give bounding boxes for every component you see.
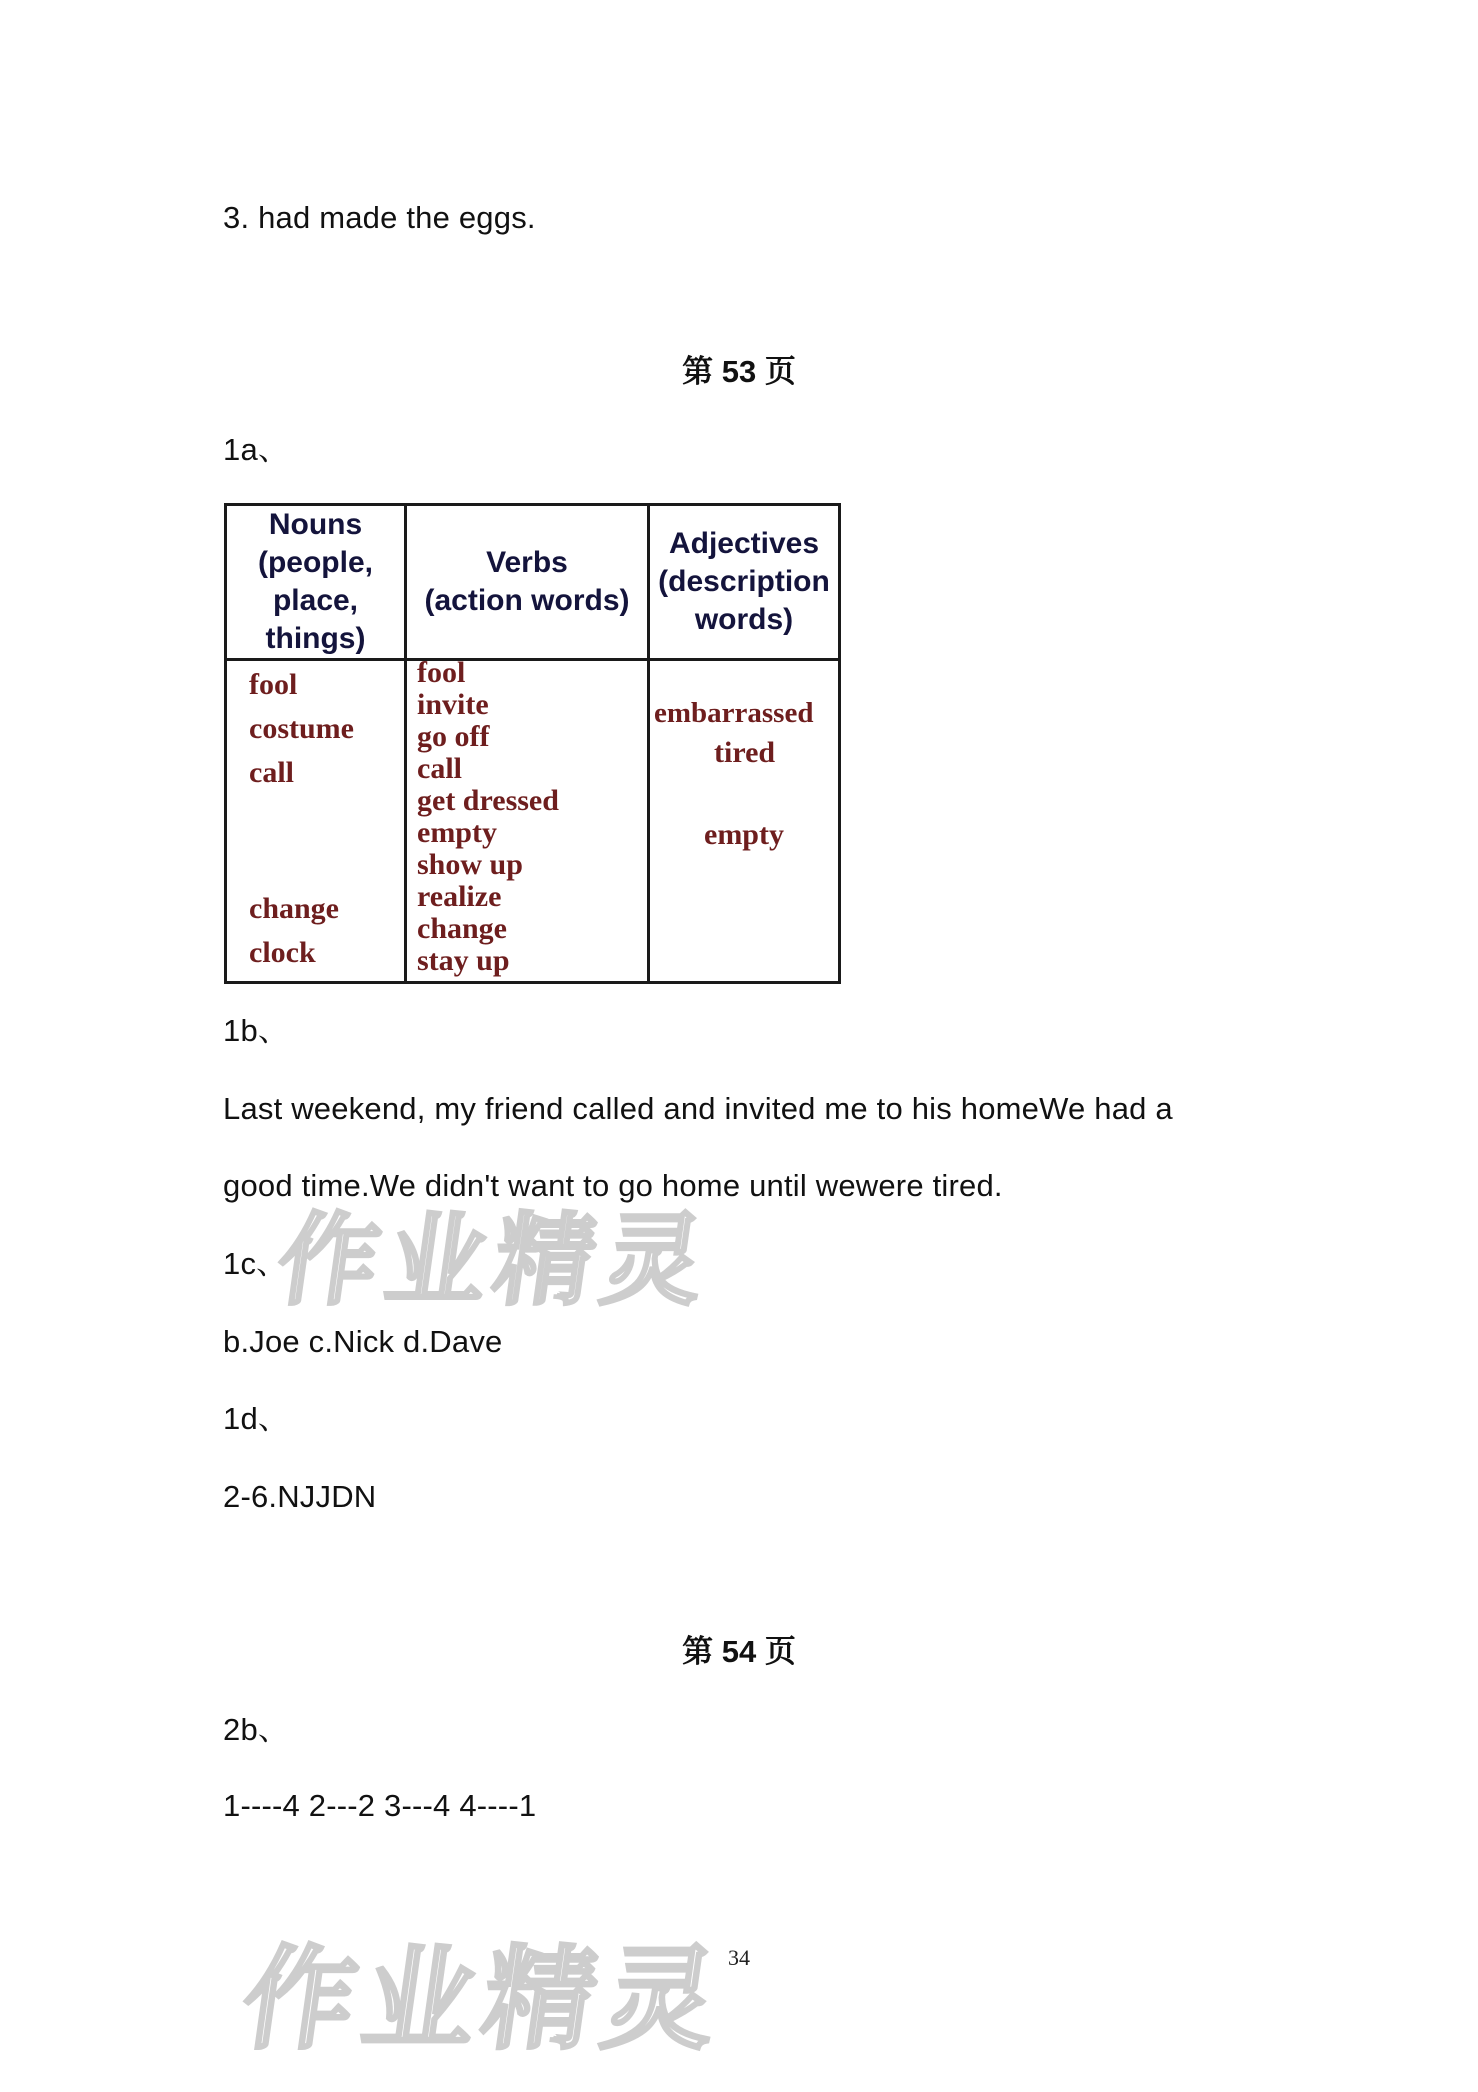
page-heading-53: 第 53 页 <box>682 354 796 389</box>
header-adjectives-line: words) <box>694 603 794 636</box>
answer-line-3: 3. had made the eggs. <box>223 200 536 235</box>
verb-word: realize <box>417 880 502 913</box>
noun-word: change <box>249 892 339 925</box>
noun-word: fool <box>249 668 298 701</box>
verb-word: show up <box>417 848 523 881</box>
adjective-word: tired <box>714 736 776 769</box>
header-nouns-line: Nouns <box>268 508 363 541</box>
adjective-word: empty <box>704 818 784 851</box>
header-nouns-line: things) <box>265 622 366 655</box>
answer-1c: b.Joe c.Nick d.Dave <box>223 1324 503 1359</box>
word-classification-table <box>224 503 841 984</box>
header-adjectives-line: (description <box>658 565 830 598</box>
page-heading-54: 第 54 页 <box>682 1634 796 1669</box>
watermark: 作业精灵 <box>270 1202 720 1319</box>
header-nouns-line: (people, <box>257 546 373 579</box>
verb-word: get dressed <box>417 784 559 817</box>
noun-word: call <box>249 756 294 789</box>
question-label-1d: 1d、 <box>223 1401 290 1436</box>
verb-word: invite <box>417 688 489 721</box>
header-verbs-line: (action words) <box>424 584 630 617</box>
verb-word: stay up <box>417 944 510 977</box>
watermark-bottom: 作业精灵 <box>234 1935 733 2065</box>
question-label-1b: 1b、 <box>223 1013 290 1048</box>
table-header-row <box>226 505 840 660</box>
verb-word: change <box>417 912 507 945</box>
header-nouns <box>226 505 406 660</box>
verb-word: go off <box>417 720 490 753</box>
answer-1b-line-2: good time.We didn't want to go home until wewere tired. <box>223 1168 1003 1203</box>
question-label-1c: 1c、 <box>223 1246 288 1281</box>
verbs-cell <box>406 656 649 983</box>
adjective-word: embarrassed <box>654 697 814 729</box>
header-nouns-line: place, <box>272 584 359 617</box>
header-adjectives-line: Adjectives <box>668 527 820 560</box>
noun-word: costume <box>249 712 354 745</box>
verb-word: empty <box>417 816 497 849</box>
header-adjectives <box>649 505 840 660</box>
table-body-row <box>226 660 840 983</box>
header-verbs <box>406 505 649 660</box>
verb-word: fool <box>417 656 466 689</box>
answer-1b-line-1: Last weekend, my friend called and invited me to his homeWe had a <box>223 1091 1173 1126</box>
answer-2b: 1----4 2---2 3---4 4----1 <box>223 1788 537 1823</box>
answer-1d: 2-6.NJJDN <box>223 1479 377 1514</box>
nouns-cell <box>226 660 406 983</box>
verb-word: call <box>417 752 462 785</box>
question-label-1a: 1a、 <box>223 432 290 467</box>
noun-word: clock <box>249 936 316 969</box>
header-verbs-line: Verbs <box>486 546 568 579</box>
page-number: 34 <box>728 1945 750 1970</box>
adjectives-cell <box>649 660 840 983</box>
question-label-2b: 2b、 <box>223 1712 290 1747</box>
